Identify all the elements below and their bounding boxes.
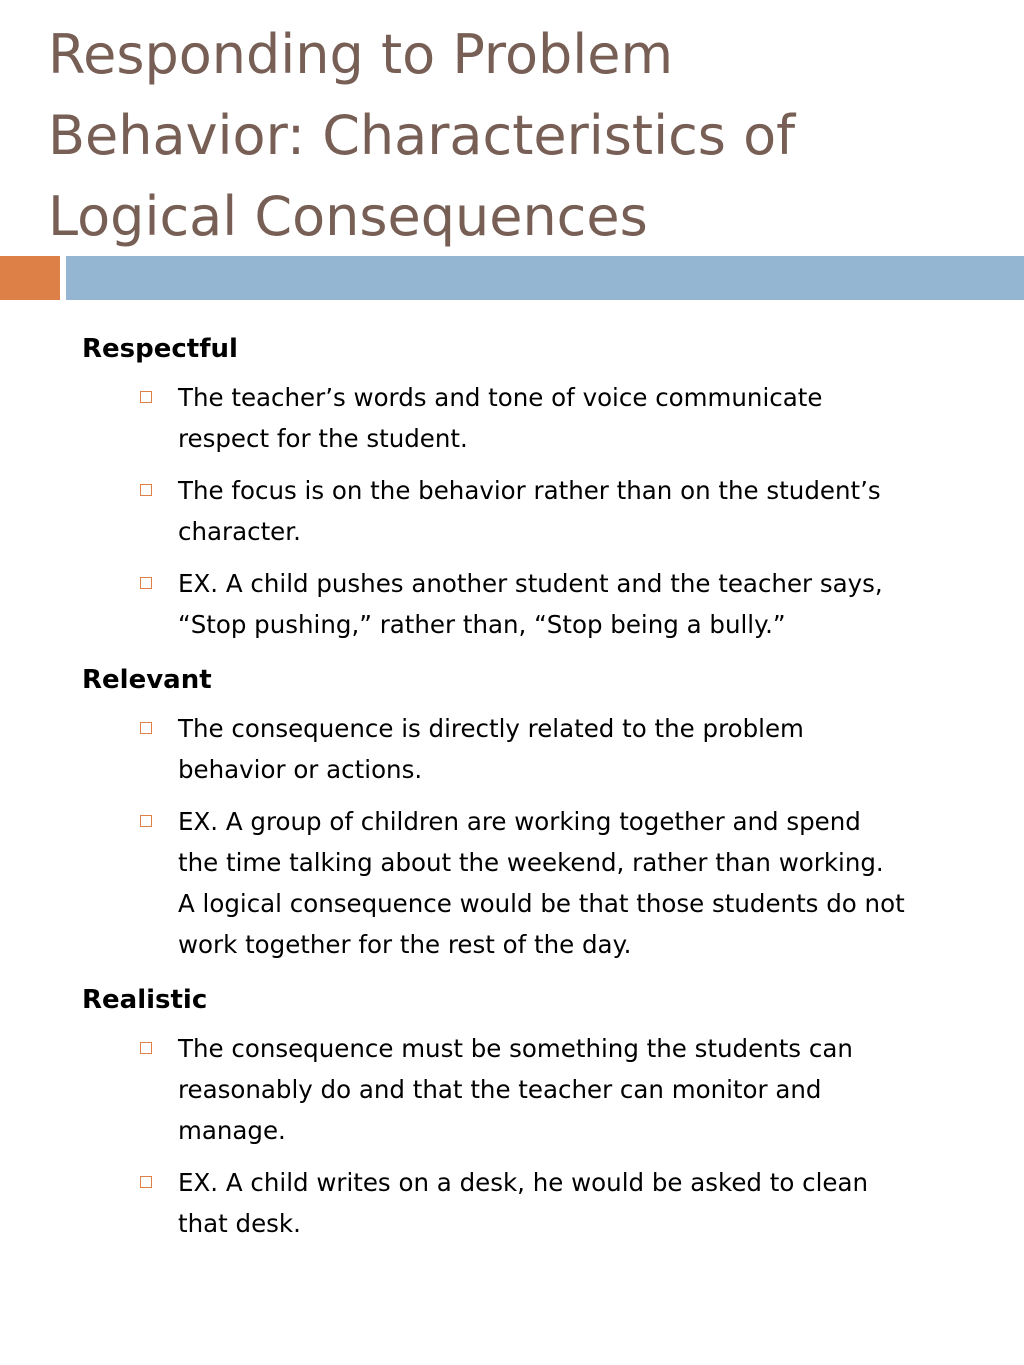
bullet-line: “Stop pushing,” rather than, “Stop being a bully.” [178, 610, 786, 639]
bullet-item [82, 1162, 982, 1244]
bullet-list [82, 708, 982, 965]
bullet-text [178, 377, 982, 459]
square-bullet-icon [140, 484, 152, 496]
bullet-list [82, 1028, 982, 1244]
bullet-item [82, 377, 982, 459]
blue-accent-bar [66, 256, 1024, 300]
section-heading: Relevant [82, 665, 212, 695]
bullet-line: The consequence is directly related to the problem [178, 714, 804, 743]
bullet-line: respect for the student. [178, 424, 468, 453]
section-relevant [82, 656, 982, 965]
section-heading: Respectful [82, 334, 238, 364]
slide-title-line: Behavior: Characteristics of [48, 104, 796, 167]
bullet-item [82, 470, 982, 552]
square-bullet-icon [140, 1176, 152, 1188]
square-bullet-icon [140, 815, 152, 827]
slide-title-line: Logical Consequences [48, 185, 648, 248]
bullet-line: that desk. [178, 1209, 301, 1238]
bullet-line: manage. [178, 1116, 286, 1145]
bullet-item [82, 708, 982, 790]
square-bullet-icon [140, 1042, 152, 1054]
bullet-line: work together for the rest of the day. [178, 930, 632, 959]
square-bullet-icon [140, 577, 152, 589]
section-heading: Realistic [82, 985, 208, 1015]
bullet-text [178, 1162, 982, 1244]
section-realistic [82, 976, 982, 1244]
orange-accent-bar [0, 256, 60, 300]
bullet-line: reasonably do and that the teacher can monitor and [178, 1075, 822, 1104]
bullet-line: behavior or actions. [178, 755, 423, 784]
square-bullet-icon [140, 722, 152, 734]
bullet-text [178, 563, 982, 645]
bullet-item [82, 1028, 982, 1151]
square-bullet-icon [140, 391, 152, 403]
slide-title [48, 14, 1008, 257]
bullet-text [178, 470, 982, 552]
bullet-line: The focus is on the behavior rather than on the student’s [178, 476, 881, 505]
bullet-line: The teacher’s words and tone of voice communicate [178, 383, 823, 412]
bullet-line: EX. A group of children are working together and spend [178, 807, 861, 836]
bullet-line: A logical consequence would be that those students do not [178, 889, 905, 918]
slide-body [82, 325, 982, 1255]
bullet-text [178, 708, 982, 790]
bullet-text [178, 801, 982, 965]
slide-title-line: Responding to Problem [48, 23, 674, 86]
bullet-line: character. [178, 517, 301, 546]
bullet-text [178, 1028, 982, 1151]
bullet-list [82, 377, 982, 645]
bullet-line: the time talking about the weekend, rather than working. [178, 848, 884, 877]
bullet-line: EX. A child writes on a desk, he would be asked to clean [178, 1168, 869, 1197]
section-respectful [82, 325, 982, 645]
bullet-line: EX. A child pushes another student and the teacher says, [178, 569, 883, 598]
bullet-item [82, 801, 982, 965]
bullet-line: The consequence must be something the students can [178, 1034, 853, 1063]
bullet-item [82, 563, 982, 645]
